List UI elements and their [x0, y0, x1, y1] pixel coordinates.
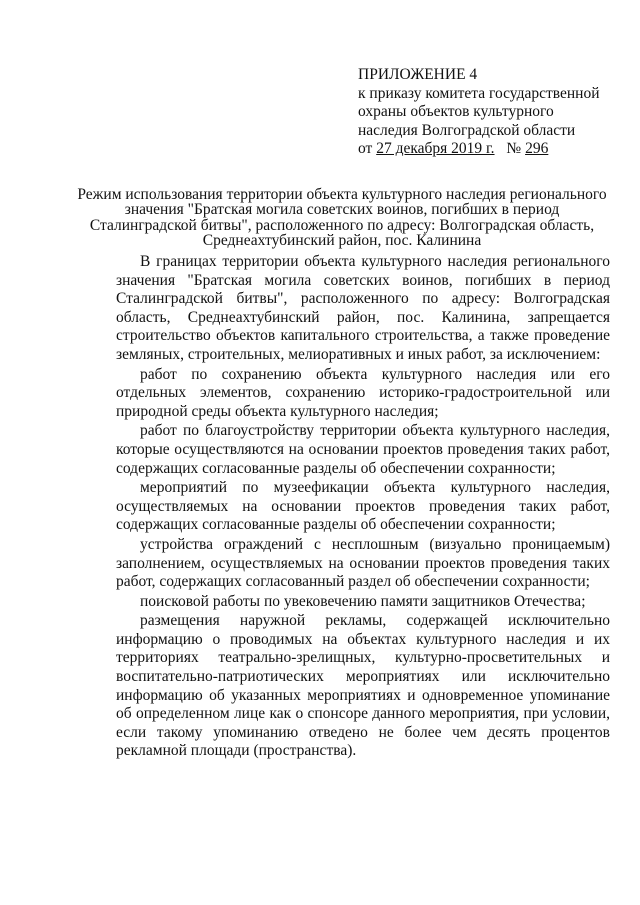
- body-paragraph: работ по сохранению объекта культурного наследия или его отдельных элементов, сохранению историко-градостроительной или природной среды объекта культурного наследия;: [116, 365, 610, 420]
- appendix-heading: ПРИЛОЖЕНИЕ 4: [358, 66, 478, 83]
- appendix-line: охраны объектов культурного: [358, 103, 554, 121]
- title-line: Среднеахтубинский район, пос. Калинина: [202, 232, 482, 250]
- title-line: Режим использования территории объекта культурного наследия регионального: [77, 186, 607, 203]
- title-line: значения "Братская могила советских воинов, погибших в период: [124, 201, 560, 219]
- document-title: [72, 187, 612, 249]
- body-paragraph: устройства ограждений с несплошным (визуально проницаемым) заполнением, осуществляемых на основании проектов проведения таких работ, содержащих согласованный раздел об обеспечении сохранности;: [116, 535, 610, 591]
- appendix-line: наследия Волгоградской области: [358, 121, 576, 139]
- order-number: 296: [525, 140, 549, 158]
- appendix-header: [358, 66, 628, 159]
- body-paragraph: мероприятий по музеефикации объекта культурного наследия, осуществляемых на основании проектов проведения таких работ, содержащих согласованные разделы об обеспечении сохранности;: [116, 479, 610, 534]
- body-paragraph: размещения наружной рекламы, содержащей исключительно информацию о проводимых на объектах культурного наследия и их территориях театрально-зрелищных, культурно-просветительных и воспитательно-патриотических мероприятиях или исключительно информацию об указанных мероприятиях и одновременное упоминание об определенном лице как о спонсоре данного мероприятия, при условии, если такому упоминанию отведено не более чем десять процентов рекламной площади (пространства).: [116, 612, 610, 760]
- body-paragraph: В границах территории объекта культурного наследия регионального значения "Братская могила советских воинов, погибших в период Сталинградской битвы", расположенного по адресу: Волгоградская область, Среднеахтубинский район, пос. Калинина, запрещается строительство объектов капитального строительства, а также проведение земляных, строительных, мелиоративных и иных работ, за исключением:: [116, 253, 610, 363]
- body-paragraph: поисковой работы по увековечению памяти защитников Отечества;: [140, 592, 586, 610]
- number-prefix: №: [506, 140, 522, 158]
- title-line: Сталинградской битвы", расположенного по адресу: Волгоградская область,: [89, 216, 595, 234]
- order-date: 27 декабря 2019 г.: [376, 140, 495, 158]
- order-date-line: [358, 140, 628, 159]
- appendix-line: к приказу комитета государственной: [358, 84, 600, 102]
- body-paragraph: работ по благоустройству территории объекта культурного наследия, которые осуществляются на основании проектов проведения таких работ, содержащих согласованные разделы об обеспечении сохранности;: [116, 422, 610, 477]
- date-prefix: от: [358, 140, 373, 158]
- document-body: [116, 253, 610, 761]
